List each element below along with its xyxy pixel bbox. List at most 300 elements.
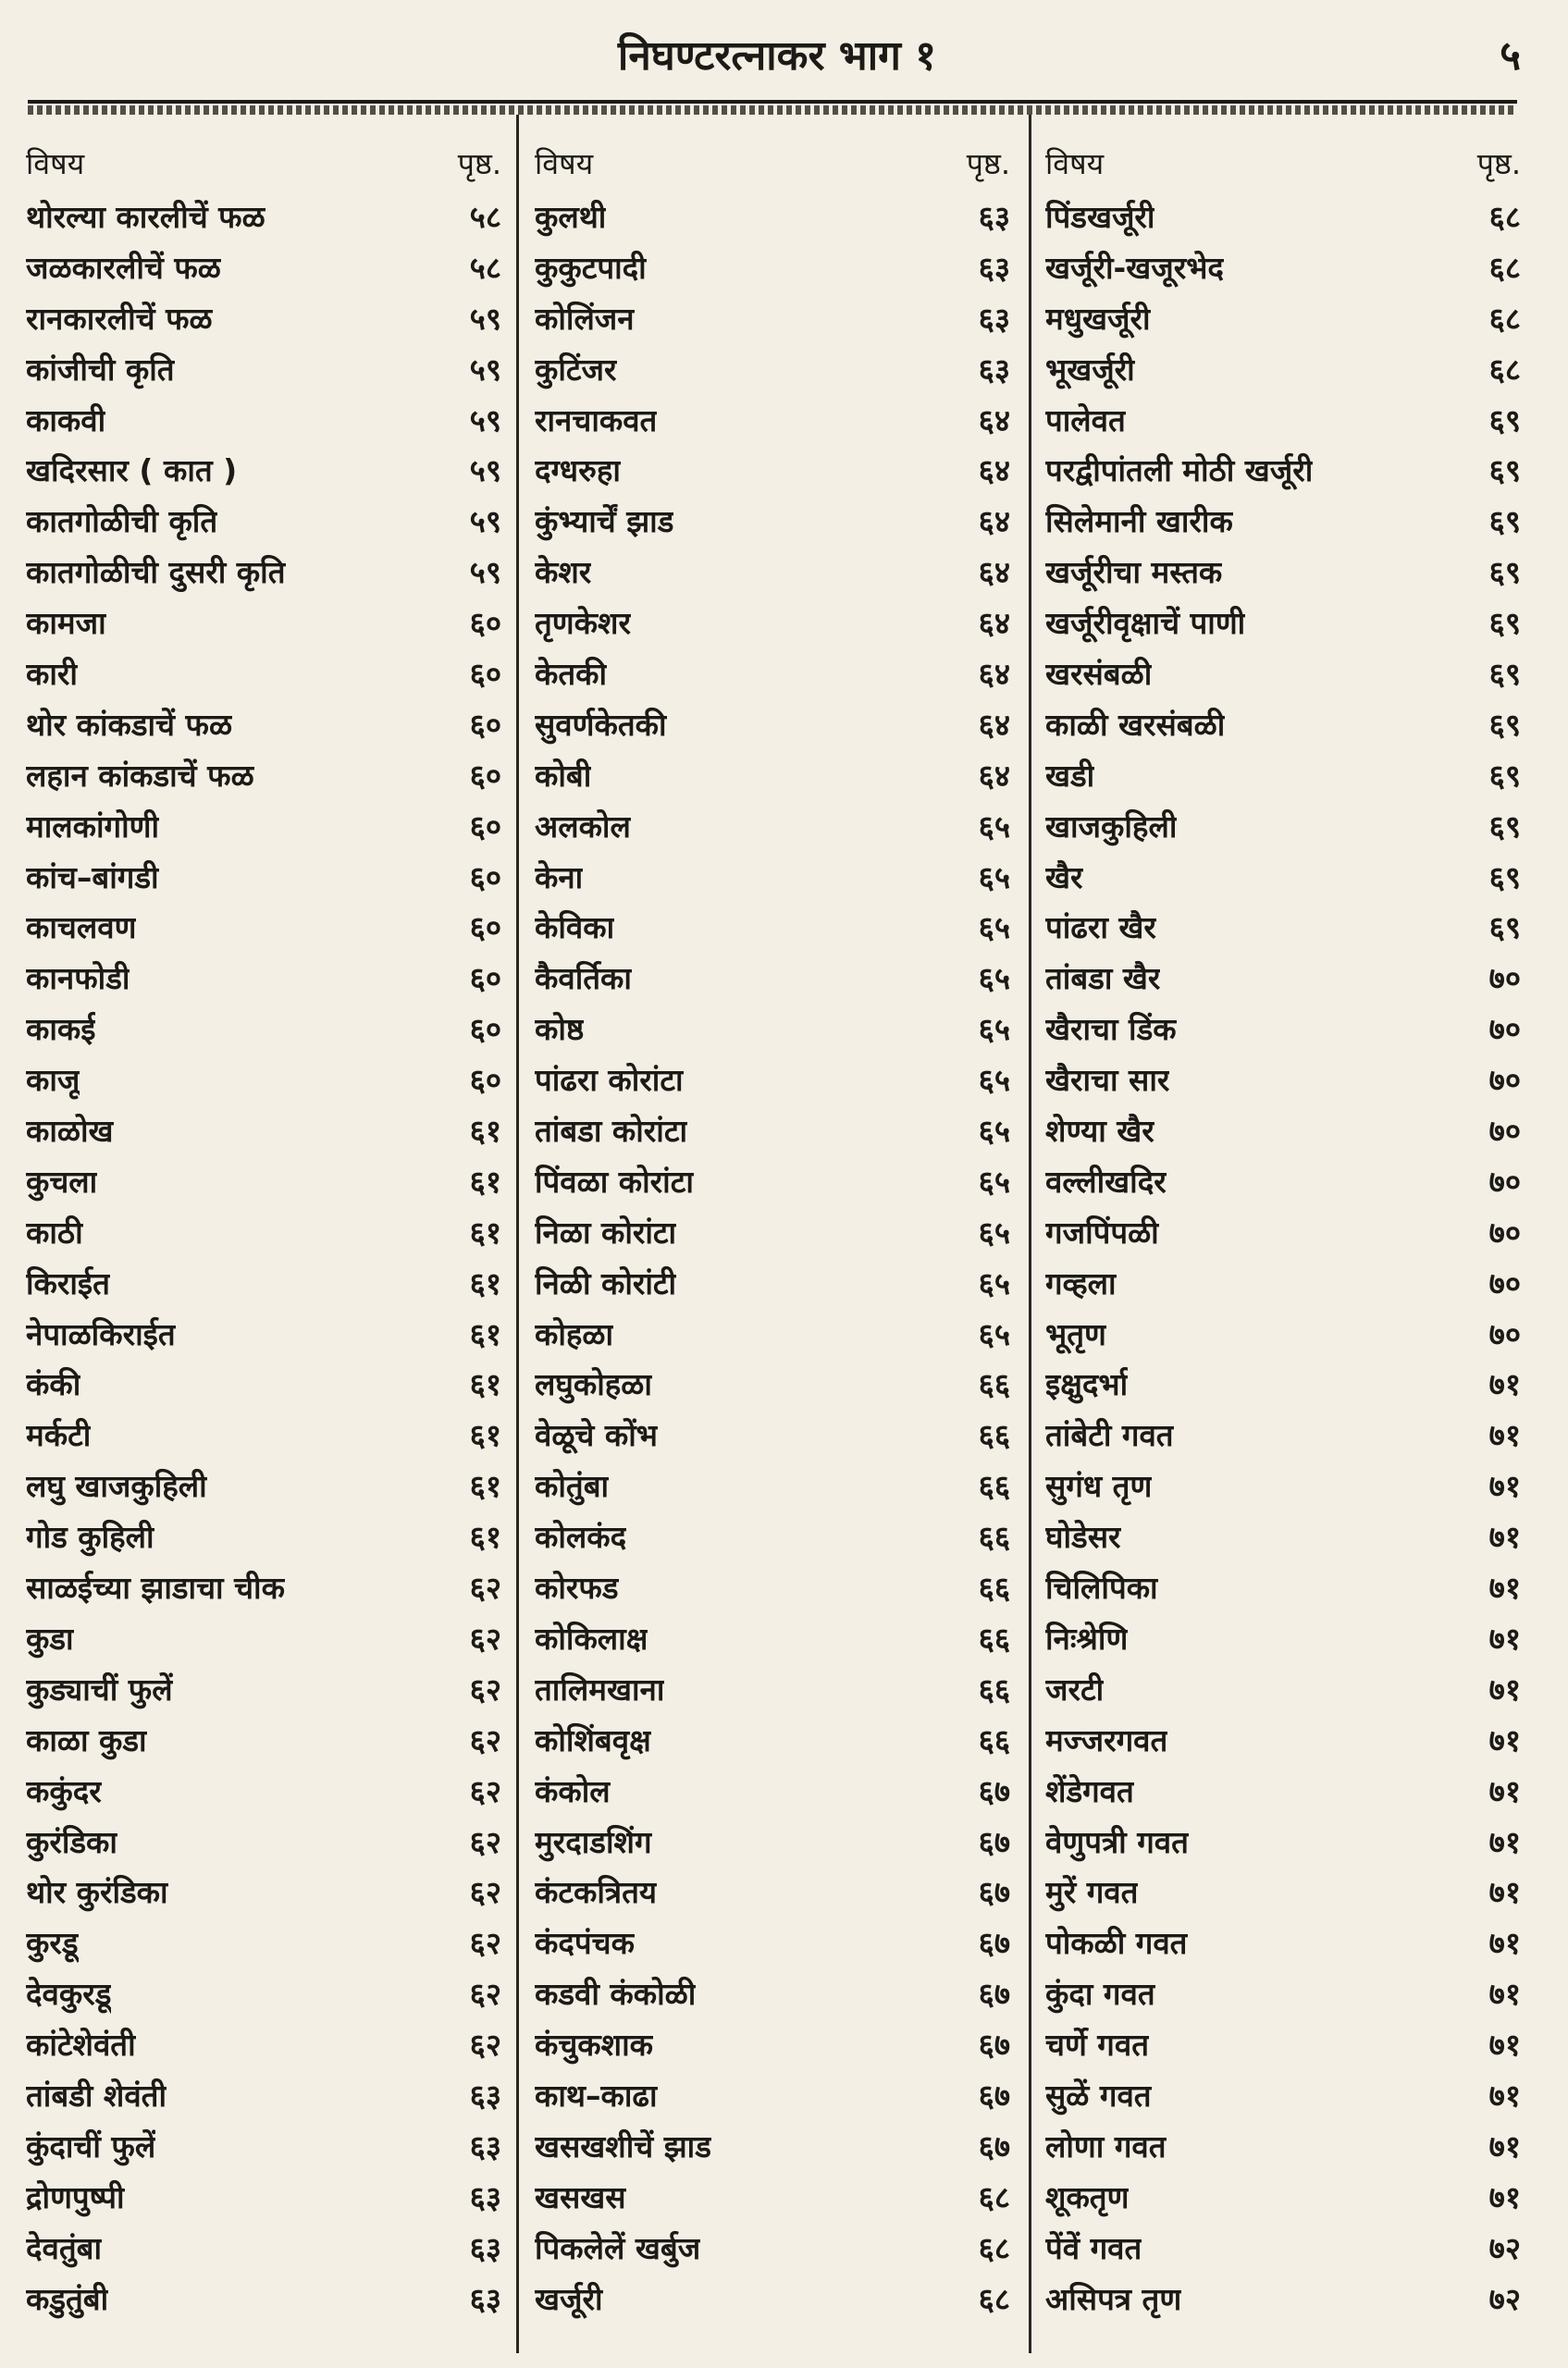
index-entry [1045, 2224, 1526, 2275]
entry-page: ६४ [978, 706, 1010, 743]
entry-page: ६२ [469, 1721, 501, 1758]
entry-term: कंचुकशाक [535, 2027, 653, 2064]
entry-term: काळा कुडा [26, 1721, 147, 1758]
entry-term: देवकुरडू [26, 1976, 112, 2013]
entry-term: कंकी [26, 1366, 81, 1403]
index-entry [535, 2173, 1016, 2224]
index-entry [535, 700, 1016, 751]
entry-page: ६६ [978, 1570, 1010, 1607]
entry-page: ५९ [469, 351, 501, 388]
entry-term: मुरदाडशिंग [535, 1823, 652, 1860]
entry-page: ७१ [1488, 1772, 1521, 1809]
page-header [28, 26, 1526, 81]
entry-term: वेळूचे कोंभ [535, 1417, 658, 1454]
index-entry [535, 1360, 1016, 1411]
entry-term: किराईत [26, 1264, 110, 1301]
entry-term: दग्धरुहा [535, 452, 621, 489]
entry-term: देवतुंबा [26, 2229, 103, 2266]
page-heading: पृष्ठ. [1476, 146, 1521, 181]
entry-term: निळी कोरांटी [535, 1264, 677, 1301]
index-entry [535, 1716, 1016, 1767]
index-entry [26, 1918, 507, 1969]
index-entry [535, 1005, 1016, 1055]
index-entry [535, 1969, 1016, 2020]
index-entry [535, 1462, 1016, 1512]
entry-page: ६० [469, 656, 501, 693]
index-entry [535, 1767, 1016, 1818]
entry-page: ५९ [469, 503, 501, 540]
entry-page: ६३ [978, 351, 1010, 388]
page-heading: पृष्ठ. [966, 146, 1010, 181]
entry-page: ६७ [978, 1976, 1010, 2013]
entry-term: शेण्या खैर [1045, 1113, 1154, 1150]
entry-page: ६७ [978, 1772, 1010, 1809]
index-entry [26, 1005, 507, 1055]
entry-page: ६२ [469, 1570, 501, 1607]
index-entry [26, 497, 507, 548]
index-entry [26, 903, 507, 954]
column-heading [535, 139, 1016, 192]
entry-page: ६१ [469, 1519, 501, 1556]
entry-page: ६८ [1488, 300, 1521, 337]
entry-term: कुरंडिका [26, 1823, 117, 1860]
entry-page: ६१ [469, 1417, 501, 1454]
entry-page: ६८ [1488, 199, 1521, 235]
index-entry [26, 548, 507, 598]
index-entry [26, 649, 507, 700]
entry-term: कोकिलाक्ष [535, 1620, 648, 1657]
entry-term: खैराचा सार [1045, 1062, 1170, 1099]
entry-page: ६३ [978, 199, 1010, 235]
entry-page: ६५ [978, 960, 1010, 997]
index-entry [535, 954, 1016, 1005]
index-entry [535, 1208, 1016, 1259]
entry-page: ६२ [469, 1925, 501, 1962]
entry-page: ६१ [469, 1113, 501, 1150]
entry-page: ६७ [978, 2077, 1010, 2114]
entry-page: ५८ [469, 199, 501, 235]
entry-term: कंदपंचक [535, 1925, 635, 1962]
index-entry [1045, 2020, 1526, 2071]
entry-term: पिंवळा कोरांटा [535, 1163, 694, 1200]
entry-page: ६० [469, 757, 501, 794]
entry-term: काकई [26, 1011, 96, 1048]
index-entry [1045, 903, 1526, 954]
index-entry [26, 1208, 507, 1259]
entry-term: खडी [1045, 757, 1095, 794]
index-entry [26, 2173, 507, 2224]
entry-page: ६९ [1488, 401, 1521, 438]
index-entry [535, 751, 1016, 802]
entry-page: ६५ [978, 1264, 1010, 1301]
entry-page: ६० [469, 858, 501, 895]
index-entry [535, 598, 1016, 649]
entry-term: शूकतृण [1045, 2178, 1130, 2215]
entry-page: ६५ [978, 1163, 1010, 1200]
page-number: ५ [1500, 32, 1521, 80]
entry-page: ७१ [1488, 1721, 1521, 1758]
entry-page: ५९ [469, 401, 501, 438]
index-entry [26, 1512, 507, 1563]
entry-term: परद्वीपांतली मोठी खर्जूरी [1045, 452, 1314, 489]
entry-page: ७१ [1488, 1925, 1521, 1962]
entry-term: कांटेशेवंती [26, 2027, 136, 2064]
index-entry [1045, 853, 1526, 904]
index-entry [535, 2275, 1016, 2325]
entry-page: ६४ [978, 503, 1010, 540]
index-entry [1045, 1716, 1526, 1767]
entry-page: ६० [469, 960, 501, 997]
entry-page: ६५ [978, 1214, 1010, 1251]
entry-term: केशर [535, 554, 592, 591]
entry-page: ६१ [469, 1264, 501, 1301]
index-entry [535, 1868, 1016, 1918]
index-entry [26, 2122, 507, 2173]
subject-heading: विषय [1045, 146, 1105, 181]
entry-page: ६६ [978, 1620, 1010, 1657]
entry-term: कोष्ठ [535, 1011, 585, 1048]
entry-term: भूतृण [1045, 1315, 1106, 1352]
entry-term: कोलकंद [535, 1519, 627, 1556]
index-entry [535, 1665, 1016, 1716]
entry-page: ६८ [1488, 249, 1521, 286]
entry-term: काठी [26, 1214, 83, 1251]
entry-page: ६२ [469, 1620, 501, 1657]
index-entry [1045, 1005, 1526, 1055]
entry-page: ६५ [978, 1011, 1010, 1048]
entry-page: ७० [1488, 1062, 1521, 1099]
index-entry [26, 345, 507, 396]
entry-page: ६९ [1488, 605, 1521, 642]
entry-term: कांच–बांगडी [26, 858, 159, 895]
entry-term: कंकोल [535, 1772, 611, 1809]
subject-heading: विषय [26, 146, 85, 181]
entry-term: तांबडा खैर [1045, 960, 1161, 997]
index-entry [1045, 954, 1526, 1005]
index-entry [535, 497, 1016, 548]
entry-page: ६४ [978, 452, 1010, 489]
entry-term: कुंदाचीं फुलें [26, 2128, 156, 2164]
index-entry [535, 903, 1016, 954]
index-entry [26, 1665, 507, 1716]
index-entry [1045, 802, 1526, 853]
entry-term: जळकारलीचें फळ [26, 249, 221, 286]
entry-page: ६४ [978, 757, 1010, 794]
entry-page: ६२ [469, 1976, 501, 2013]
entry-term: द्रोणपुष्पी [26, 2178, 125, 2215]
entry-term: कुंदा गवत [1045, 1976, 1155, 2013]
entry-page: ६९ [1488, 808, 1521, 845]
entry-page: ७० [1488, 1264, 1521, 1301]
entry-term: सुगंध तृण [1045, 1468, 1153, 1505]
entry-term: कोहळा [535, 1315, 614, 1352]
entry-page: ६३ [469, 2178, 501, 2215]
entry-page: ६६ [978, 1519, 1010, 1556]
entry-page: ७१ [1488, 2077, 1521, 2114]
entry-page: ६२ [469, 2027, 501, 2064]
entry-page: ६९ [1488, 757, 1521, 794]
entry-term: सिलेमानी खारीक [1045, 503, 1233, 540]
entry-page: ६० [469, 605, 501, 642]
entry-page: ७१ [1488, 1519, 1521, 1556]
index-entry [26, 1716, 507, 1767]
index-entry [535, 802, 1016, 853]
entry-term: तांबेटी गवत [1045, 1417, 1174, 1454]
index-entry [535, 1918, 1016, 1969]
entry-page: ६७ [978, 1874, 1010, 1911]
index-entry [26, 954, 507, 1005]
entry-term: ककुंदर [26, 1772, 102, 1809]
index-entry [26, 446, 507, 497]
entry-term: कुलथी [535, 199, 607, 235]
index-entry [26, 1310, 507, 1361]
entry-page: ७१ [1488, 1976, 1521, 2013]
index-entry [1045, 2071, 1526, 2122]
entry-term: कामजा [26, 605, 106, 642]
entry-page: ६२ [469, 1874, 501, 1911]
entry-page: ६३ [469, 2128, 501, 2164]
entry-page: ७२ [1488, 2280, 1521, 2317]
entry-page: ७० [1488, 1163, 1521, 1200]
index-entry [535, 243, 1016, 294]
index-entry [1045, 192, 1526, 243]
entry-term: इक्षुदर्भा [1045, 1366, 1129, 1403]
entry-page: ७१ [1488, 1417, 1521, 1454]
index-entry [26, 1767, 507, 1818]
entry-term: कडुतुंबी [26, 2280, 109, 2317]
entry-page: ६४ [978, 554, 1010, 591]
entry-page: ७१ [1488, 2027, 1521, 2064]
entry-term: निळा कोरांटा [535, 1214, 677, 1251]
index-entry [1045, 598, 1526, 649]
entry-term: गोड कुहिली [26, 1519, 154, 1556]
entry-term: खाजकुहिली [1045, 808, 1178, 845]
index-entry [535, 649, 1016, 700]
entry-term: कारी [26, 656, 78, 693]
index-entry [1045, 446, 1526, 497]
entry-page: ६५ [978, 1113, 1010, 1150]
entry-page: ६३ [469, 2229, 501, 2266]
index-entry [1045, 396, 1526, 447]
entry-term: वल्लीखदिर [1045, 1163, 1167, 1200]
entry-page: ६७ [978, 2027, 1010, 2064]
entry-term: थोर कांकडाचें फळ [26, 706, 233, 743]
index-entry [1045, 649, 1526, 700]
entry-page: ७१ [1488, 2178, 1521, 2215]
entry-term: पांढरा खैर [1045, 909, 1156, 946]
index-entry [26, 1360, 507, 1411]
entry-term: केतकी [535, 656, 608, 693]
entry-page: ६२ [469, 1772, 501, 1809]
entry-page: ६० [469, 1062, 501, 1099]
entry-term: खर्जूरीचा मस्तक [1045, 554, 1223, 591]
entry-page: ६१ [469, 1214, 501, 1251]
index-entry [1045, 1259, 1526, 1310]
entry-page: ६३ [978, 300, 1010, 337]
entry-term: चिलिपिका [1045, 1570, 1158, 1607]
subject-heading: विषय [535, 146, 594, 181]
entry-page: ६८ [978, 2178, 1010, 2215]
entry-term: कुटिंजर [535, 351, 617, 388]
entry-page: ६९ [1488, 452, 1521, 489]
entry-term: लघु खाजकुहिली [26, 1468, 207, 1505]
entry-term: तालिमखाना [535, 1671, 665, 1708]
index-entry [535, 1818, 1016, 1868]
index-entry [26, 1969, 507, 2020]
index-entry [1045, 1969, 1526, 2020]
entry-page: ५९ [469, 554, 501, 591]
index-entry [1045, 1563, 1526, 1614]
entry-page: ६३ [978, 249, 1010, 286]
index-entry [1045, 700, 1526, 751]
entry-term: केविका [535, 909, 615, 946]
entry-term: पोकळी गवत [1045, 1925, 1188, 1962]
entry-term: खर्जूरीवृक्षाचें पाणी [1045, 605, 1246, 642]
entry-term: मालकांगोणी [26, 808, 160, 845]
index-entry [26, 192, 507, 243]
index-entry [1045, 1868, 1526, 1918]
entry-page: ५९ [469, 452, 501, 489]
column-divider [1029, 115, 1031, 2353]
entry-term: लहान कांकडाचें फळ [26, 757, 254, 794]
entry-page: ७० [1488, 960, 1521, 997]
entry-term: केना [535, 858, 584, 895]
entry-page: ६६ [978, 1468, 1010, 1505]
index-entry [1045, 345, 1526, 396]
index-entry [535, 345, 1016, 396]
entry-term: लोणा गवत [1045, 2128, 1167, 2164]
entry-term: खसखस [535, 2178, 626, 2215]
entry-term: कोशिंबवृक्ष [535, 1721, 651, 1758]
entry-term: सुवर्णकेतकी [535, 706, 667, 743]
entry-term: मधुखर्जूरी [1045, 300, 1151, 337]
entry-page: ६० [469, 1011, 501, 1048]
index-entry [535, 396, 1016, 447]
entry-page: ६२ [469, 1671, 501, 1708]
entry-term: तांबडी शेवंती [26, 2077, 167, 2114]
index-entry [1045, 751, 1526, 802]
entry-term: मज्जरगवत [1045, 1721, 1168, 1758]
entry-page: ६७ [978, 1823, 1010, 1860]
entry-term: खदिरसार ( कात ) [26, 452, 238, 489]
entry-page: ५८ [469, 249, 501, 286]
index-entry [1045, 2275, 1526, 2325]
index-entry [26, 598, 507, 649]
index-entry [26, 1614, 507, 1665]
column-heading [26, 139, 507, 192]
running-title: निघण्टरत्नाकर भाग १ [617, 32, 937, 80]
entry-page: ६४ [978, 605, 1010, 642]
index-entry [535, 1157, 1016, 1208]
entry-term: जरटी [1045, 1671, 1105, 1708]
index-entry [1045, 497, 1526, 548]
entry-page: ७१ [1488, 1874, 1521, 1911]
entry-page: ६३ [469, 2280, 501, 2317]
index-column-2 [535, 139, 1016, 2350]
entry-page: ७१ [1488, 1570, 1521, 1607]
entry-term: कोरफड [535, 1570, 619, 1607]
entry-term: लघुकोहळा [535, 1366, 652, 1403]
entry-term: रानकारलीचें फळ [26, 300, 213, 337]
entry-term: गव्हला [1045, 1264, 1117, 1301]
entry-page: ७१ [1488, 1671, 1521, 1708]
index-entry [535, 1106, 1016, 1157]
index-entry [1045, 1462, 1526, 1512]
entry-page: ६७ [978, 2128, 1010, 2164]
column-heading [1045, 139, 1526, 192]
entry-page: ७० [1488, 1214, 1521, 1251]
entry-term: कैवर्तिका [535, 960, 632, 997]
index-entry [535, 2224, 1016, 2275]
entry-page: ६१ [469, 1366, 501, 1403]
entry-page: ६४ [978, 656, 1010, 693]
index-entry [535, 1259, 1016, 1310]
index-entry [1045, 2122, 1526, 2173]
entry-term: खर्जूरी-खजूरभेद [1045, 249, 1224, 286]
index-entry [1045, 294, 1526, 345]
entry-page: ६९ [1488, 503, 1521, 540]
index-entry [1045, 1767, 1526, 1818]
index-entry [535, 1512, 1016, 1563]
index-entry [535, 192, 1016, 243]
entry-page: ६५ [978, 858, 1010, 895]
entry-term: पिकलेलें खर्बुज [535, 2229, 701, 2266]
index-entry [26, 1818, 507, 1868]
entry-page: ६८ [978, 2229, 1010, 2266]
entry-term: कुंभ्यार्चें झाड [535, 503, 674, 540]
entry-page: ७१ [1488, 1366, 1521, 1403]
entry-page: ७१ [1488, 2128, 1521, 2164]
index-entry [1045, 1512, 1526, 1563]
entry-term: कुचला [26, 1163, 98, 1200]
entry-page: ६३ [469, 2077, 501, 2114]
entry-term: निःश्रेणि [1045, 1620, 1129, 1657]
entry-term: कांजीची कृति [26, 351, 175, 388]
index-entry [535, 853, 1016, 904]
index-entry [1045, 243, 1526, 294]
index-entry [26, 396, 507, 447]
index-entry [1045, 548, 1526, 598]
entry-page: ७० [1488, 1011, 1521, 1048]
index-entry [1045, 1818, 1526, 1868]
index-entry [26, 1055, 507, 1106]
entry-term: वेणुपत्री गवत [1045, 1823, 1189, 1860]
entry-term: अलकोल [535, 808, 631, 845]
entry-term: थोरल्या कारलीचें फळ [26, 199, 265, 235]
index-entry [26, 243, 507, 294]
index-entry [26, 2275, 507, 2325]
index-entry [26, 853, 507, 904]
entry-page: ६९ [1488, 656, 1521, 693]
entry-page: ६६ [978, 1417, 1010, 1454]
index-entry [26, 1259, 507, 1310]
entry-term: कोलिंजन [535, 300, 635, 337]
index-entry [535, 2020, 1016, 2071]
entry-term: कंटकत्रितय [535, 1874, 658, 1911]
index-entry [26, 751, 507, 802]
entry-term: मर्कटी [26, 1417, 92, 1454]
entry-page: ६५ [978, 1062, 1010, 1099]
index-entry [535, 548, 1016, 598]
entry-page: ६५ [978, 808, 1010, 845]
entry-page: ७२ [1488, 2229, 1521, 2266]
index-entry [1045, 1411, 1526, 1462]
entry-term: खसखशीचें झाड [535, 2128, 711, 2164]
column-divider [516, 115, 519, 2353]
entry-page: ६८ [978, 2280, 1010, 2317]
entry-term: खरसंबळी [1045, 656, 1153, 693]
index-entry [26, 1411, 507, 1462]
